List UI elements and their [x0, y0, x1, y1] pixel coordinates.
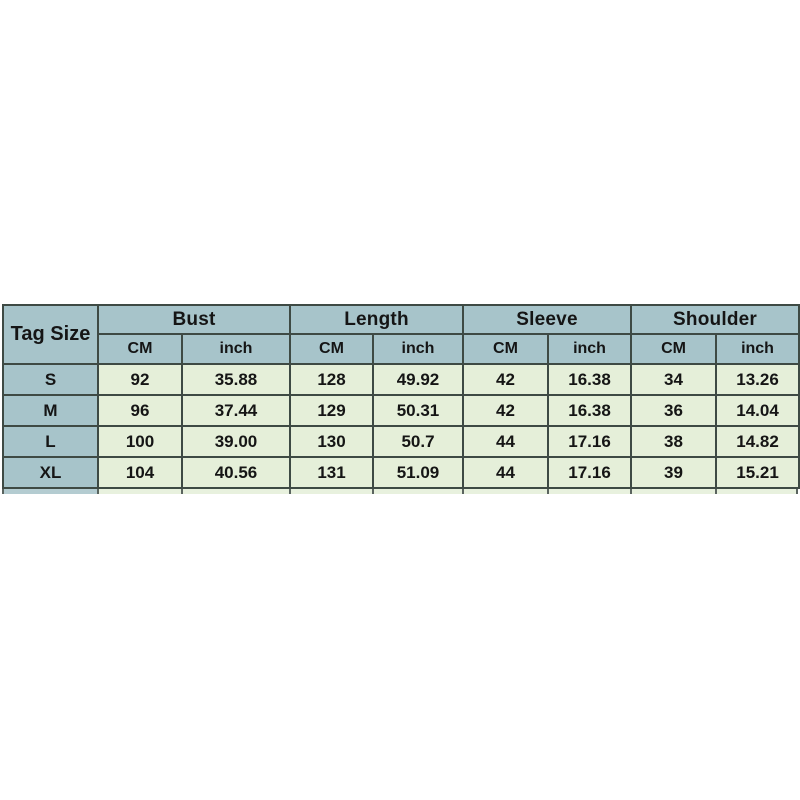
column-group-header-length: Length: [290, 305, 463, 334]
measurement-cell: 17.16: [548, 426, 631, 457]
size-label: XL: [3, 457, 98, 488]
size-label: M: [3, 395, 98, 426]
measurement-cell: 14.04: [716, 395, 799, 426]
measurement-cell: 128: [290, 364, 373, 395]
measurement-cell: 44: [463, 426, 548, 457]
measurement-cell: 51.09: [373, 457, 463, 488]
column-group-header-bust: Bust: [98, 305, 290, 334]
unit-header-shoulder-cm: CM: [631, 334, 716, 364]
measurement-cell: 13.26: [716, 364, 799, 395]
unit-header-sleeve-cm: CM: [463, 334, 548, 364]
group-header-row: [3, 305, 799, 334]
measurement-cell: 36: [631, 395, 716, 426]
size-row-xl: [3, 457, 799, 488]
cropped-cell: [717, 489, 796, 494]
size-row-s: [3, 364, 799, 395]
measurement-cell: 42: [463, 364, 548, 395]
measurement-cell: 39: [631, 457, 716, 488]
cropped-row-sliver: [2, 489, 798, 494]
column-group-header-shoulder: Shoulder: [631, 305, 799, 334]
cropped-cell: [99, 489, 183, 494]
size-label: S: [3, 364, 98, 395]
measurement-cell: 44: [463, 457, 548, 488]
size-chart: [2, 304, 798, 494]
measurement-cell: 35.88: [182, 364, 290, 395]
measurement-cell: 50.31: [373, 395, 463, 426]
size-chart-table: [2, 304, 800, 489]
measurement-cell: 49.92: [373, 364, 463, 395]
measurement-cell: 16.38: [548, 395, 631, 426]
measurement-cell: 104: [98, 457, 182, 488]
measurement-cell: 40.56: [182, 457, 290, 488]
measurement-cell: 16.38: [548, 364, 631, 395]
size-label: L: [3, 426, 98, 457]
size-row-m: [3, 395, 799, 426]
unit-header-length-inch: inch: [373, 334, 463, 364]
unit-header-length-cm: CM: [290, 334, 373, 364]
measurement-cell: 130: [290, 426, 373, 457]
measurement-cell: 100: [98, 426, 182, 457]
cropped-cell: [374, 489, 464, 494]
unit-header-sleeve-inch: inch: [548, 334, 631, 364]
unit-header-row: [3, 334, 799, 364]
cropped-cell: [632, 489, 717, 494]
unit-header-bust-cm: CM: [98, 334, 182, 364]
cropped-cell: [291, 489, 374, 494]
measurement-cell: 34: [631, 364, 716, 395]
size-row-l: [3, 426, 799, 457]
measurement-cell: 37.44: [182, 395, 290, 426]
measurement-cell: 42: [463, 395, 548, 426]
measurement-cell: 131: [290, 457, 373, 488]
unit-header-bust-inch: inch: [182, 334, 290, 364]
measurement-cell: 39.00: [182, 426, 290, 457]
corner-header-tag-size: Tag Size: [3, 305, 98, 364]
measurement-cell: 15.21: [716, 457, 799, 488]
measurement-cell: 50.7: [373, 426, 463, 457]
measurement-cell: 129: [290, 395, 373, 426]
measurement-cell: 38: [631, 426, 716, 457]
cropped-cell: [549, 489, 632, 494]
unit-header-shoulder-inch: inch: [716, 334, 799, 364]
measurement-cell: 14.82: [716, 426, 799, 457]
measurement-cell: 92: [98, 364, 182, 395]
cropped-cell: [464, 489, 549, 494]
cropped-cell: [4, 489, 99, 494]
measurement-cell: 96: [98, 395, 182, 426]
measurement-cell: 17.16: [548, 457, 631, 488]
column-group-header-sleeve: Sleeve: [463, 305, 631, 334]
cropped-cell: [183, 489, 291, 494]
